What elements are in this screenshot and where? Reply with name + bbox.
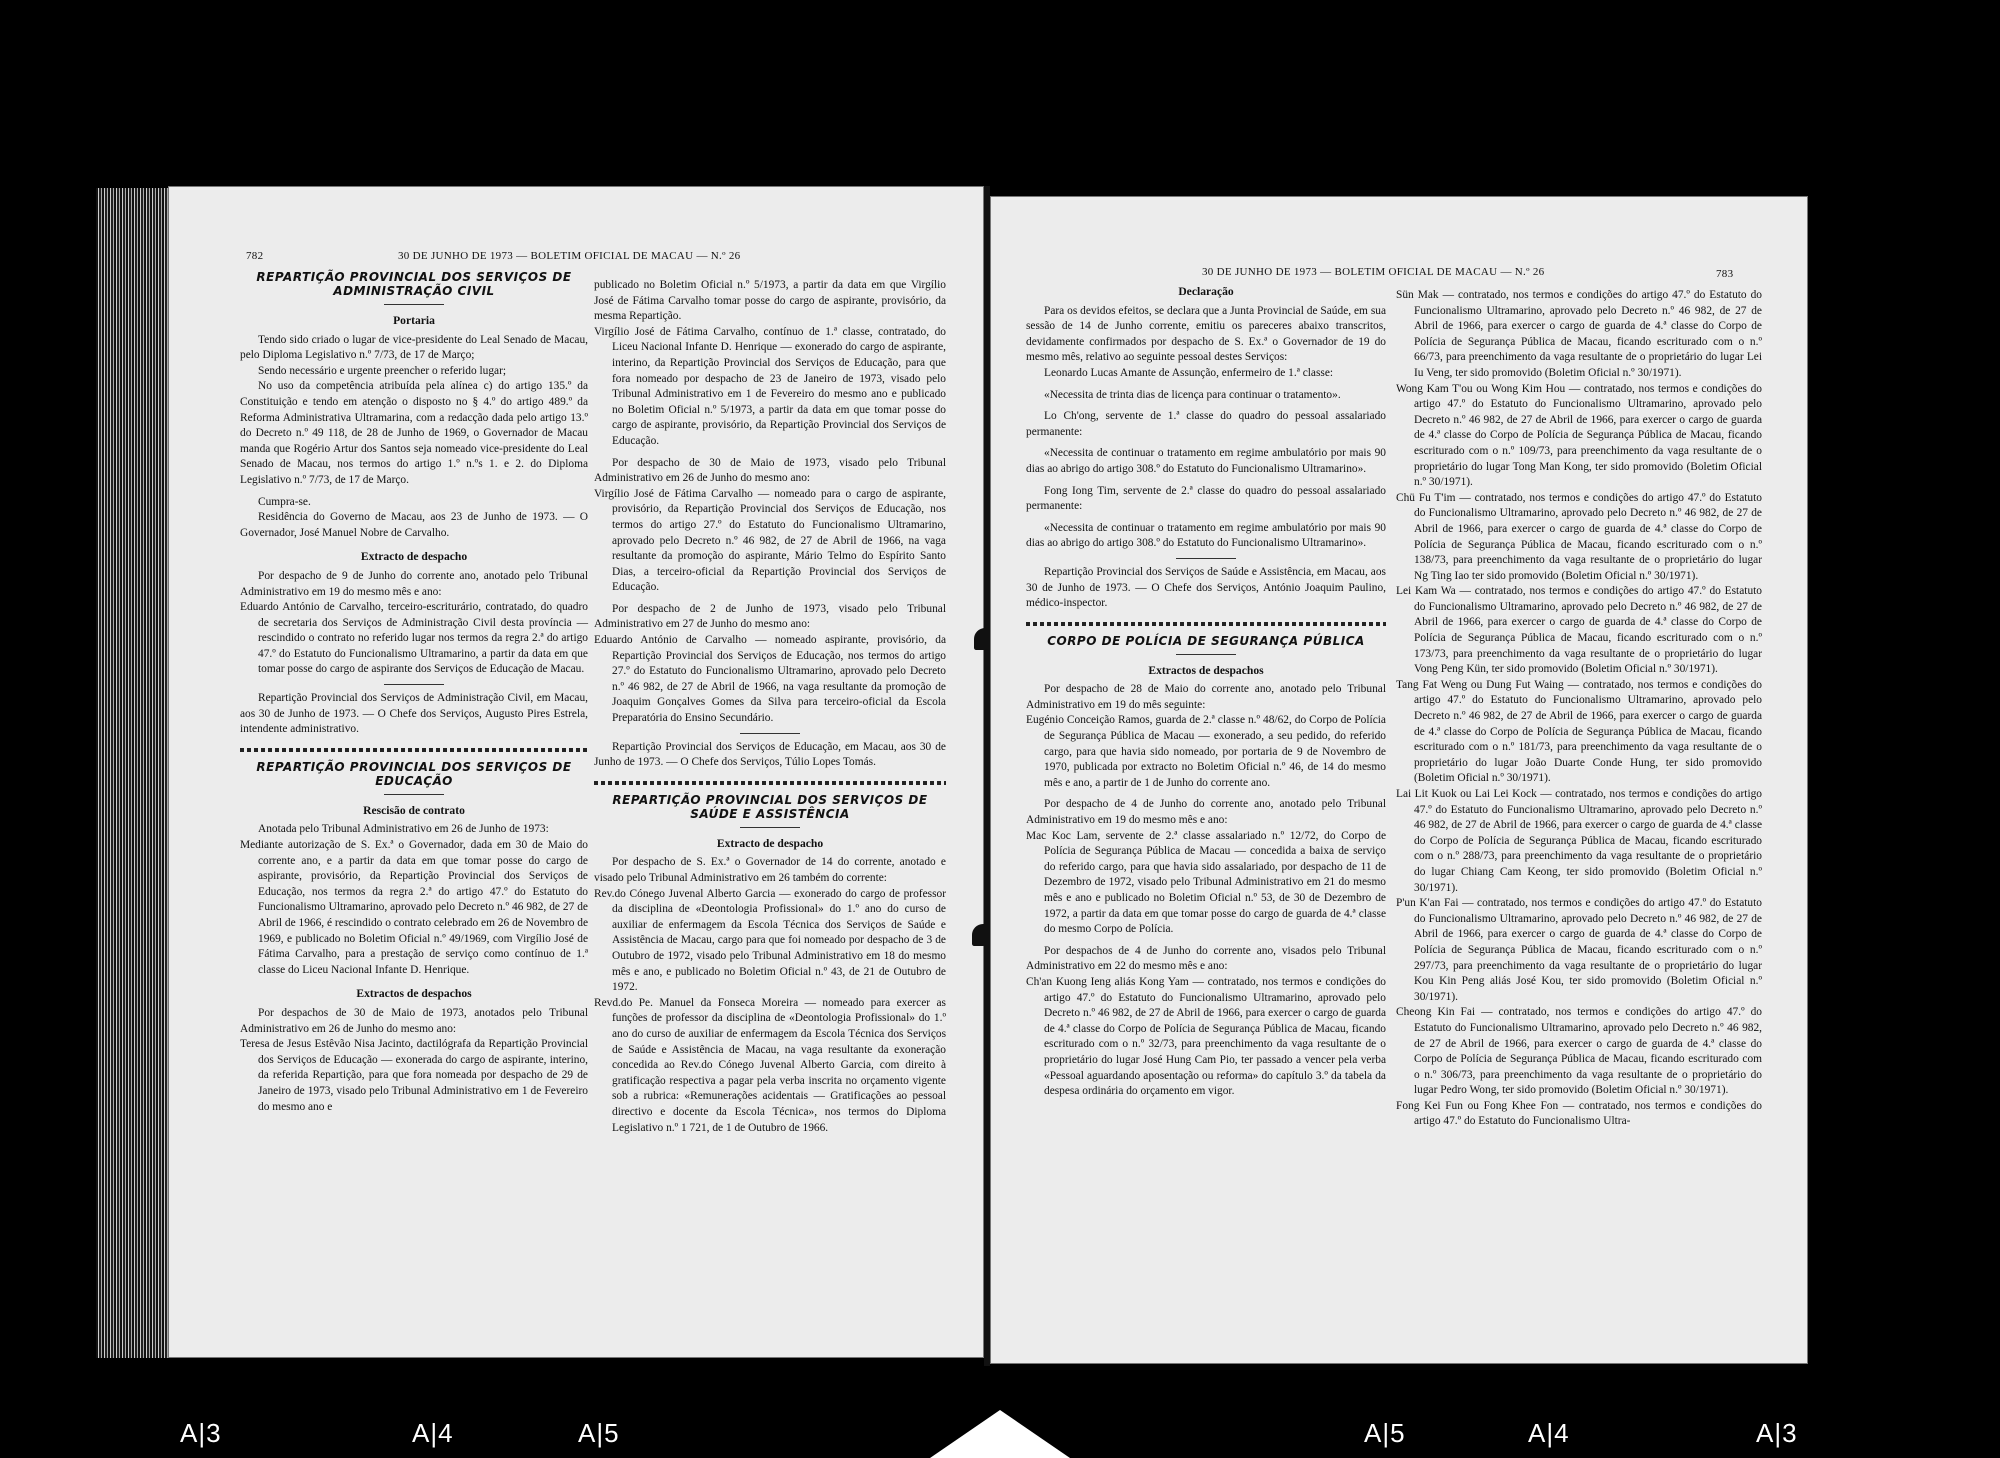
paragraph: Lai Lit Kuok ou Lai Lei Kock — contratado, nos termos e condições do artigo 47.º do Estatuto do Funcionalismo Ultramarino, aprovado pelo Decreto n.º 46 982, de 27 de Abril de 1966, para exercer o cargo de guarda de 4.ª classe do Corpo de Polícia de Segurança Pública de Macau, ficando escriturado com o n.º 288/73, para preenchimento da vaga resultante de o proprietário do lugar Chiang Cam Keong, ter sido promovido (Boletim Oficial n.º 30/1971). (1396, 788, 1762, 894)
paragraph: «Necessita de continuar o tratamento em regime ambulatório por mais 90 dias ao abrigo do artigo 308.º do Estatuto do Funcionalismo Ultramarino». (1026, 447, 1386, 475)
paragraph: Eduardo António de Carvalho, terceiro-escriturário, contratado, do quadro de secretaria dos Serviços de Administração Civil desta província — rescindido o contrato no referido lugar nos termos da regra 2.ª do artigo 47.º do Estatuto do Funcionalismo Ultramarino, a partir da data em que tomar posse do cargo de aspirante dos Serviços de Educação de Macau. (240, 601, 588, 676)
paragraph: Eduardo António de Carvalho — nomeado aspirante, provisório, da Repartição Provincial dos Serviços de Educação, nos termos do artigo 27.º do Estatuto do Funcionalismo Ultramarino, aprovado pelo Decreto n.º 46 982, de 27 de Abril de 1966, na vaga resultante da promoção de Joaquim Gonçalves Gomes da Silva para terceiro-oficial da Escola Preparatória do Ensino Secundário. (594, 634, 946, 725)
paragraph: Fong Kei Fun ou Fong Khee Fon — contratado, nos termos e condições do artigo 47.º do Estatuto do Funcionalismo Ultra- (1396, 1099, 1762, 1128)
paragraph: Por despacho de 9 de Junho do corrente ano, anotado pelo Tribunal Administrativo em 19 do mesmo mês e ano: (240, 569, 588, 598)
section-heading: CORPO DE POLÍCIA DE SEGURANÇA PÚBLICA (1047, 633, 1365, 648)
divider (384, 304, 444, 305)
paragraph: Por despacho de 30 de Maio de 1973, visado pelo Tribunal Administrativo em 26 de Junho do mesmo ano: (594, 456, 946, 485)
paragraph: Tang Fat Weng ou Dung Fut Waing — contratado, nos termos e condições do artigo 47.º do Estatuto do Funcionalismo Ultramarino, aprovado pelo Decreto n.º 46 982, de 27 de Abril de 1966, para exercer o cargo de guarda de 4.ª classe do Corpo de Polícia de Segurança Pública de Macau, ficando escriturado com o n.º 181/73, para preenchimento da vaga resultante de o proprietário do lugar João Duarte Conde Hung, ter sido promovido (Boletim Oficial n.º 30/1971). (1396, 678, 1762, 785)
film-strip-label: A|4 (412, 1418, 454, 1448)
extracto-heading: Extracto de despacho (716, 836, 824, 850)
paragraph: Eugénio Conceição Ramos, guarda de 2.ª classe n.º 48/62, do Corpo de Polícia de Segurança Pública de Macau — exonerado, a seu pedido, do referido cargo, para que havia sido nomeado, por portaria de 9 de Novembro de 1970, publicada por extracto no Boletim Oficial n.º 46, de 14 do mesmo mês e ano, a partir de 1 de Junho do corrente ano. (1026, 714, 1386, 789)
divider (1176, 654, 1236, 655)
paragraph: Por despacho de 4 de Junho do corrente ano, anotado pelo Tribunal Administrativo em 19 do mesmo mês e ano: (1026, 798, 1386, 827)
film-notch-marker (930, 1410, 1070, 1458)
paragraph: Para os devidos efeitos, se declara que a Junta Provincial de Saúde, em sua sessão de 14 de Junho corrente, emitiu os pareceres abaixo transcritos, devidamente confirmados por despacho de S. Ex.ª o Governador de 19 do mesmo mês, relativo ao seguinte pessoal destes Serviços: (1026, 304, 1386, 364)
section-heading: REPARTIÇÃO PROVINCIAL DOS SERVIÇOS DE ADMINISTRAÇÃO CIVIL (256, 270, 572, 298)
divider (740, 733, 800, 734)
section-heading: REPARTIÇÃO PROVINCIAL DOS SERVIÇOS DE SAÚDE E ASSISTÊNCIA (612, 792, 928, 821)
paragraph: Virgílio José de Fátima Carvalho, contínuo de 1.ª classe, contratado, do Liceu Nacional Infante D. Henrique — exonerado do cargo de aspirante, interino, da Repartição Provincial dos Serviços de Educação, para que fora nomeado por despacho de 23 de Janeiro de 1973, visado pelo Tribunal Administrativo em 1 de Fevereiro do mesmo ano e publicado no Boletim Oficial n.º 5/1973, a partir da data em que tomar posse do cargo de aspirante, provisório, da Repartição Provincial dos Serviços de Educação. (594, 325, 946, 447)
paragraph: P'un K'an Fai — contratado, nos termos e condições do artigo 47.º do Estatuto do Funcionalismo Ultramarino, aprovado pelo Decreto n.º 46 982, de 27 de Abril de 1966, para exercer o cargo de guarda de 4.ª classe do Corpo de Polícia de Segurança Pública de Macau, ficando escriturado com o n.º 297/73, para preenchimento da vaga resultante de o proprietário do lugar Kou Kin Peng aliás José Kou, ter sido promovido (Boletim Oficial n.º 30/1971). (1396, 897, 1762, 1003)
left-column-2 (594, 278, 946, 1136)
paragraph: «Necessita de continuar o tratamento em regime ambulatório por mais 90 dias ao abrigo do artigo 308.º do Estatuto do Funcionalismo Ultramarino». (1026, 521, 1386, 550)
running-head: 30 DE JUNHO DE 1973 — BOLETIM OFICIAL DE MACAU — N.º 26 (398, 250, 741, 262)
page-number: 782 (246, 250, 264, 262)
paragraph: Virgílio José de Fátima Carvalho — nomeado para o cargo de aspirante, provisório, da Repartição Provincial dos Serviços de Educação, nos termos do artigo 27.º do Estatuto do Funcionalismo Ultramarino, aprovado pelo Decreto n.º 46 982, de 27 de Abril de 1966, na vaga resultante da promoção do aspirante, Mário Telmo do Espírito Santo Dias, a terceiro-oficial da Repartição Provincial dos Serviços de Educação. (594, 487, 946, 594)
paragraph: Sün Mak — contratado, nos termos e condições do artigo 47.º do Estatuto do Funcionalismo Ultramarino, aprovado pelo Decreto n.º 46 982, de 27 de Abril de 1966, para exercer o cargo de guarda de 4.ª classe do Corpo de Polícia de Segurança Pública de Macau, ficando escriturado com o n.º 66/73, para preenchimento da vaga resultante de o proprietário do lugar Lei Iu Veng, ter sido promovido (Boletim Oficial n.º 30/1971). (1396, 289, 1762, 379)
extractos-heading: Extractos de despachos (1148, 663, 1264, 677)
paragraph: Leonardo Lucas Amante de Assunção, enfermeiro de 1.ª classe: (1044, 366, 1334, 379)
paragraph: Teresa de Jesus Estêvão Nisa Jacinto, dactilógrafa da Repartição Provincial dos Serviços de Educação — exonerada do cargo de aspirante, interino, da referida Repartição, para que fora nomeada por despacho de 29 de Janeiro de 1973, visado pelo Tribunal Administrativo em 1 de Fevereiro do mesmo ano e (240, 1038, 588, 1113)
divider (740, 827, 800, 828)
paragraph: Lei Kam Wa — contratado, nos termos e condições do artigo 47.º do Estatuto do Funcionalismo Ultramarino, aprovado pelo Decreto n.º 46 982, de 27 de Abril de 1966, para exercer o cargo de guarda de 4.ª classe do Corpo de Polícia de Segurança Pública de Macau, ficando escriturado com o n.º 173/73, para preenchimento da vaga resultante de o proprietário do lugar Vong Peng Kün, ter sido promovido (Boletim Oficial n.º 30/1971). (1396, 585, 1762, 676)
film-strip-label: A|5 (578, 1418, 620, 1448)
film-strip-label: A|3 (180, 1418, 222, 1448)
film-strip-label: A|4 (1528, 1418, 1570, 1448)
right-column-2 (1396, 288, 1762, 1130)
paragraph: Tendo sido criado o lugar de vice-presidente do Leal Senado de Macau, pelo Diploma Legislativo n.º 7/73, de 17 de Março; (240, 333, 588, 362)
paragraph: Por despacho de 28 de Maio do corrente ano, anotado pelo Tribunal Administrativo em 19 do mês seguinte: (1026, 683, 1386, 711)
paragraph: Mac Koc Lam, servente de 2.ª classe assalariado n.º 12/72, do Corpo de Polícia de Segurança Pública de Macau — concedida a baixa de serviço do referido cargo, para que havia sido assalariado, por despacho de 11 de Dezembro de 1972, visado pelo Tribunal Administrativo em 21 do mesmo mês e ano e publicado no Boletim Oficial n.º 53, de 30 de Dezembro de 1972, a partir da data em que tomar posse do cargo de guarda de 4.ª classe do mesmo Corpo de Polícia. (1026, 829, 1386, 936)
portaria-heading: Portaria (393, 314, 435, 327)
right-page (990, 196, 1808, 1364)
wavy-divider (1026, 622, 1386, 626)
paragraph: Anotada pelo Tribunal Administrativo em 26 de Junho de 1973: (258, 823, 549, 836)
paragraph: Revd.do Pe. Manuel da Fonseca Moreira — nomeado para exercer as funções de professor da disciplina de «Deontologia Profissional» do 1.º ano do curso de auxiliar de enfermagem da Escola Técnica dos Serviços de Saúde e Assistência de Macau, na vaga resultante da exoneração concedida ao Rev.do Cónego Juvenal Alberto Garcia, com direito à gratificação respectiva a pagar pela verba inscrita no orçamento vigente sob a rubrica: «Remunerações acidentais — Gratificações ao pessoal directivo e docente da Escola Técnica», nos termos do Diploma Legislativo n.º 1 721, de 1 de Outubro de 1966. (594, 996, 946, 1134)
paragraph: Wong Kam T'ou ou Wong Kim Hou — contratado, nos termos e condições do artigo 47.º do Estatuto do Funcionalismo Ultramarino, aprovado pelo Decreto n.º 46 982, de 27 de Abril de 1966, para exercer o cargo de guarda de 4.ª classe do Corpo de Polícia de Segurança Pública de Macau, ficando escriturado com o n.º 109/73, para preenchimento da vaga resultante de o proprietário do lugar Tong Man Kong, ter sido promovido (Boletim Oficial n.º 30/1971). (1396, 382, 1762, 489)
paragraph: Repartição Provincial dos Serviços de Administração Civil, em Macau, aos 30 de Junho de 1973. — O Chefe dos Serviços, Augusto Pires Estrela, intendente administrativo. (240, 692, 588, 736)
paragraph: Sendo necessário e urgente preencher o referido lugar; (258, 364, 507, 377)
paragraph: Por despacho de S. Ex.ª o Governador de 14 do corrente, anotado e visado pelo Tribunal Administrativo em 26 também do corrente: (594, 856, 946, 884)
paragraph: Fong Iong Tim, servente de 2.ª classe do quadro do pessoal assalariado permanente: (1026, 484, 1386, 513)
paragraph: Lo Ch'ong, servente de 1.ª classe do quadro do pessoal assalariado permanente: (1026, 410, 1386, 438)
divider (384, 794, 444, 795)
paragraph: Mediante autorização de S. Ex.ª o Governador, dada em 30 de Maio do corrente ano, e a partir da data em que tomar posse do cargo de aspirante, provisório, da Repartição Provincial dos Serviços de Educação, nos termos da regra 2.ª do artigo 47.º do Estatuto do Funcionalismo Ultramarino, aprovado pelo Decreto n.º 46 982, de 27 de Abril de 1966, é rescindido o contrato celebrado em 26 de Novembro de 1969, e publicado no Boletim Oficial n.º 49/1969, com Virgílio José de Fátima Carvalho, para a prestação de serviço como contínuo de 1.ª classe do Liceu Nacional Infante D. Henrique. (240, 839, 588, 976)
paragraph: Ch'an Kuong Ieng aliás Kong Yam — contratado, nos termos e condições do artigo 47.º do Estatuto do Funcionalismo Ultramarino, aprovado pelo Decreto n.º 46 982, de 27 de Abril de 1966, para exercer o cargo de guarda de 4.ª classe do Corpo de Polícia de Segurança Pública de Macau, ficando escriturado com o n.º 32/73, para preenchimento da vaga resultante de o proprietário do lugar José Hung Cam Pio, ter passado a vencer pela verba «Pessoal aguardando aposentação ou reforma» do capítulo 3.º da tabela da despesa ordinária do orçamento em vigor. (1026, 975, 1386, 1098)
page-number: 783 (1716, 268, 1734, 280)
running-head: 30 DE JUNHO DE 1973 — BOLETIM OFICIAL DE MACAU — N.º 26 (1202, 266, 1545, 278)
paragraph: Por despacho de 2 de Junho de 1973, visado pelo Tribunal Administrativo em 27 de Junho do mesmo ano: (594, 602, 946, 631)
declaracao-heading: Declaração (1178, 285, 1234, 298)
paragraph: publicado no Boletim Oficial n.º 5/1973, a partir da data em que Virgílio José de Fátima Carvalho tomar posse do cargo de aspirante, provisório, da mesma Repartição. (594, 279, 946, 323)
paragraph: Repartição Provincial dos Serviços de Saúde e Assistência, em Macau, aos 30 de Junho de 1973. — O Chefe dos Serviços, António Joaquim Paulino, médico-inspector. (1026, 565, 1386, 610)
paragraph: Rev.do Cónego Juvenal Alberto Garcia — exonerado do cargo de professor da disciplina de «Deontologia Profissional» do 1.º ano do curso de auxiliar de enfermagem da Escola Técnica dos Serviços de Saúde e Assistência de Macau, cargo para que foi nomeado por despacho de 3 de Outubro de 1972, visado pelo Tribunal Administrativo em 18 do mesmo mês e ano, e publicado no Boletim Oficial n.º 43, de 21 de Outubro de 1972. (594, 887, 946, 994)
paragraph: «Necessita de trinta dias de licença para continuar o tratamento». (1044, 388, 1341, 401)
paragraph: No uso da competência atribuída pela alínea c) do artigo 135.º da Constituição e tendo em atenção o disposto no § 4.º do artigo 489.º da Reforma Administrativa Ultramarina, com a redacção dada pelo artigo 13.º do Decreto n.º 49 118, de 28 de Junho de 1969, o Governador de Macau manda que Rogério Artur dos Santos seja nomeado vice-presidente do Leal Senado de Macau, nos termos do artigo 1.º n.ºs 1. e 2. do Diploma Legislativo n.º 7/73, de 17 de Março. (240, 380, 588, 486)
paragraph: Chü Fu T'im — contratado, nos termos e condições do artigo 47.º do Estatuto do Funcionalismo Ultramarino, aprovado pelo Decreto n.º 46 982, de 27 de Abril de 1966, para exercer o cargo de guarda de 4.ª classe do Corpo de Polícia de Segurança Pública de Macau, ficando escriturado com o n.º 138/73, para preenchimento da vaga resultante de o proprietário do lugar Ng Ting Iao ter sido promovido (Boletim Oficial n.º 30/1971). (1396, 491, 1762, 582)
section-heading: REPARTIÇÃO PROVINCIAL DOS SERVIÇOS DE EDUCAÇÃO (256, 759, 572, 788)
paragraph: Cumpra-se. (258, 495, 311, 508)
wavy-divider (594, 781, 946, 785)
wavy-divider (240, 748, 588, 752)
paragraph: Residência do Governo de Macau, aos 23 de Junho de 1973. — O Governador, José Manuel Nobre de Carvalho. (240, 511, 588, 539)
rescisao-heading: Rescisão de contrato (363, 803, 465, 817)
book-page-edges (96, 188, 170, 1358)
film-strip-label: A|3 (1756, 1418, 1798, 1448)
extracto-heading: Extracto de despacho (360, 550, 468, 564)
paragraph: Cheong Kin Fai — contratado, nos termos e condições do artigo 47.º do Estatuto do Funcionalismo Ultramarino, aprovado pelo Decreto n.º 46 982, de 27 de Abril de 1966, para exercer o cargo de guarda de 4.ª classe do Corpo de Polícia de Segurança Pública de Macau, ficando escriturado com o n.º 306/73, para preenchimento da vaga resultante de o proprietário do lugar Pedro Wong, ter sido promovido (Boletim Oficial n.º 30/1971). (1396, 1006, 1762, 1097)
film-strip-label: A|5 (1364, 1418, 1406, 1448)
left-column-1 (240, 268, 588, 1115)
divider (1176, 558, 1236, 559)
divider (384, 684, 444, 685)
extractos-heading: Extractos de despachos (356, 987, 472, 1001)
paragraph: Por despachos de 30 de Maio de 1973, anotados pelo Tribunal Administrativo em 26 de Junho do mesmo ano: (240, 1006, 588, 1035)
right-column-1 (1026, 276, 1386, 1100)
paragraph: Por despachos de 4 de Junho do corrente ano, visados pelo Tribunal Administrativo em 22 do mesmo mês e ano: (1026, 944, 1386, 973)
left-page (168, 186, 984, 1358)
paragraph: Repartição Provincial dos Serviços de Educação, em Macau, aos 30 de Junho de 1973. — O Chefe dos Serviços, Túlio Lopes Tomás. (594, 740, 946, 769)
